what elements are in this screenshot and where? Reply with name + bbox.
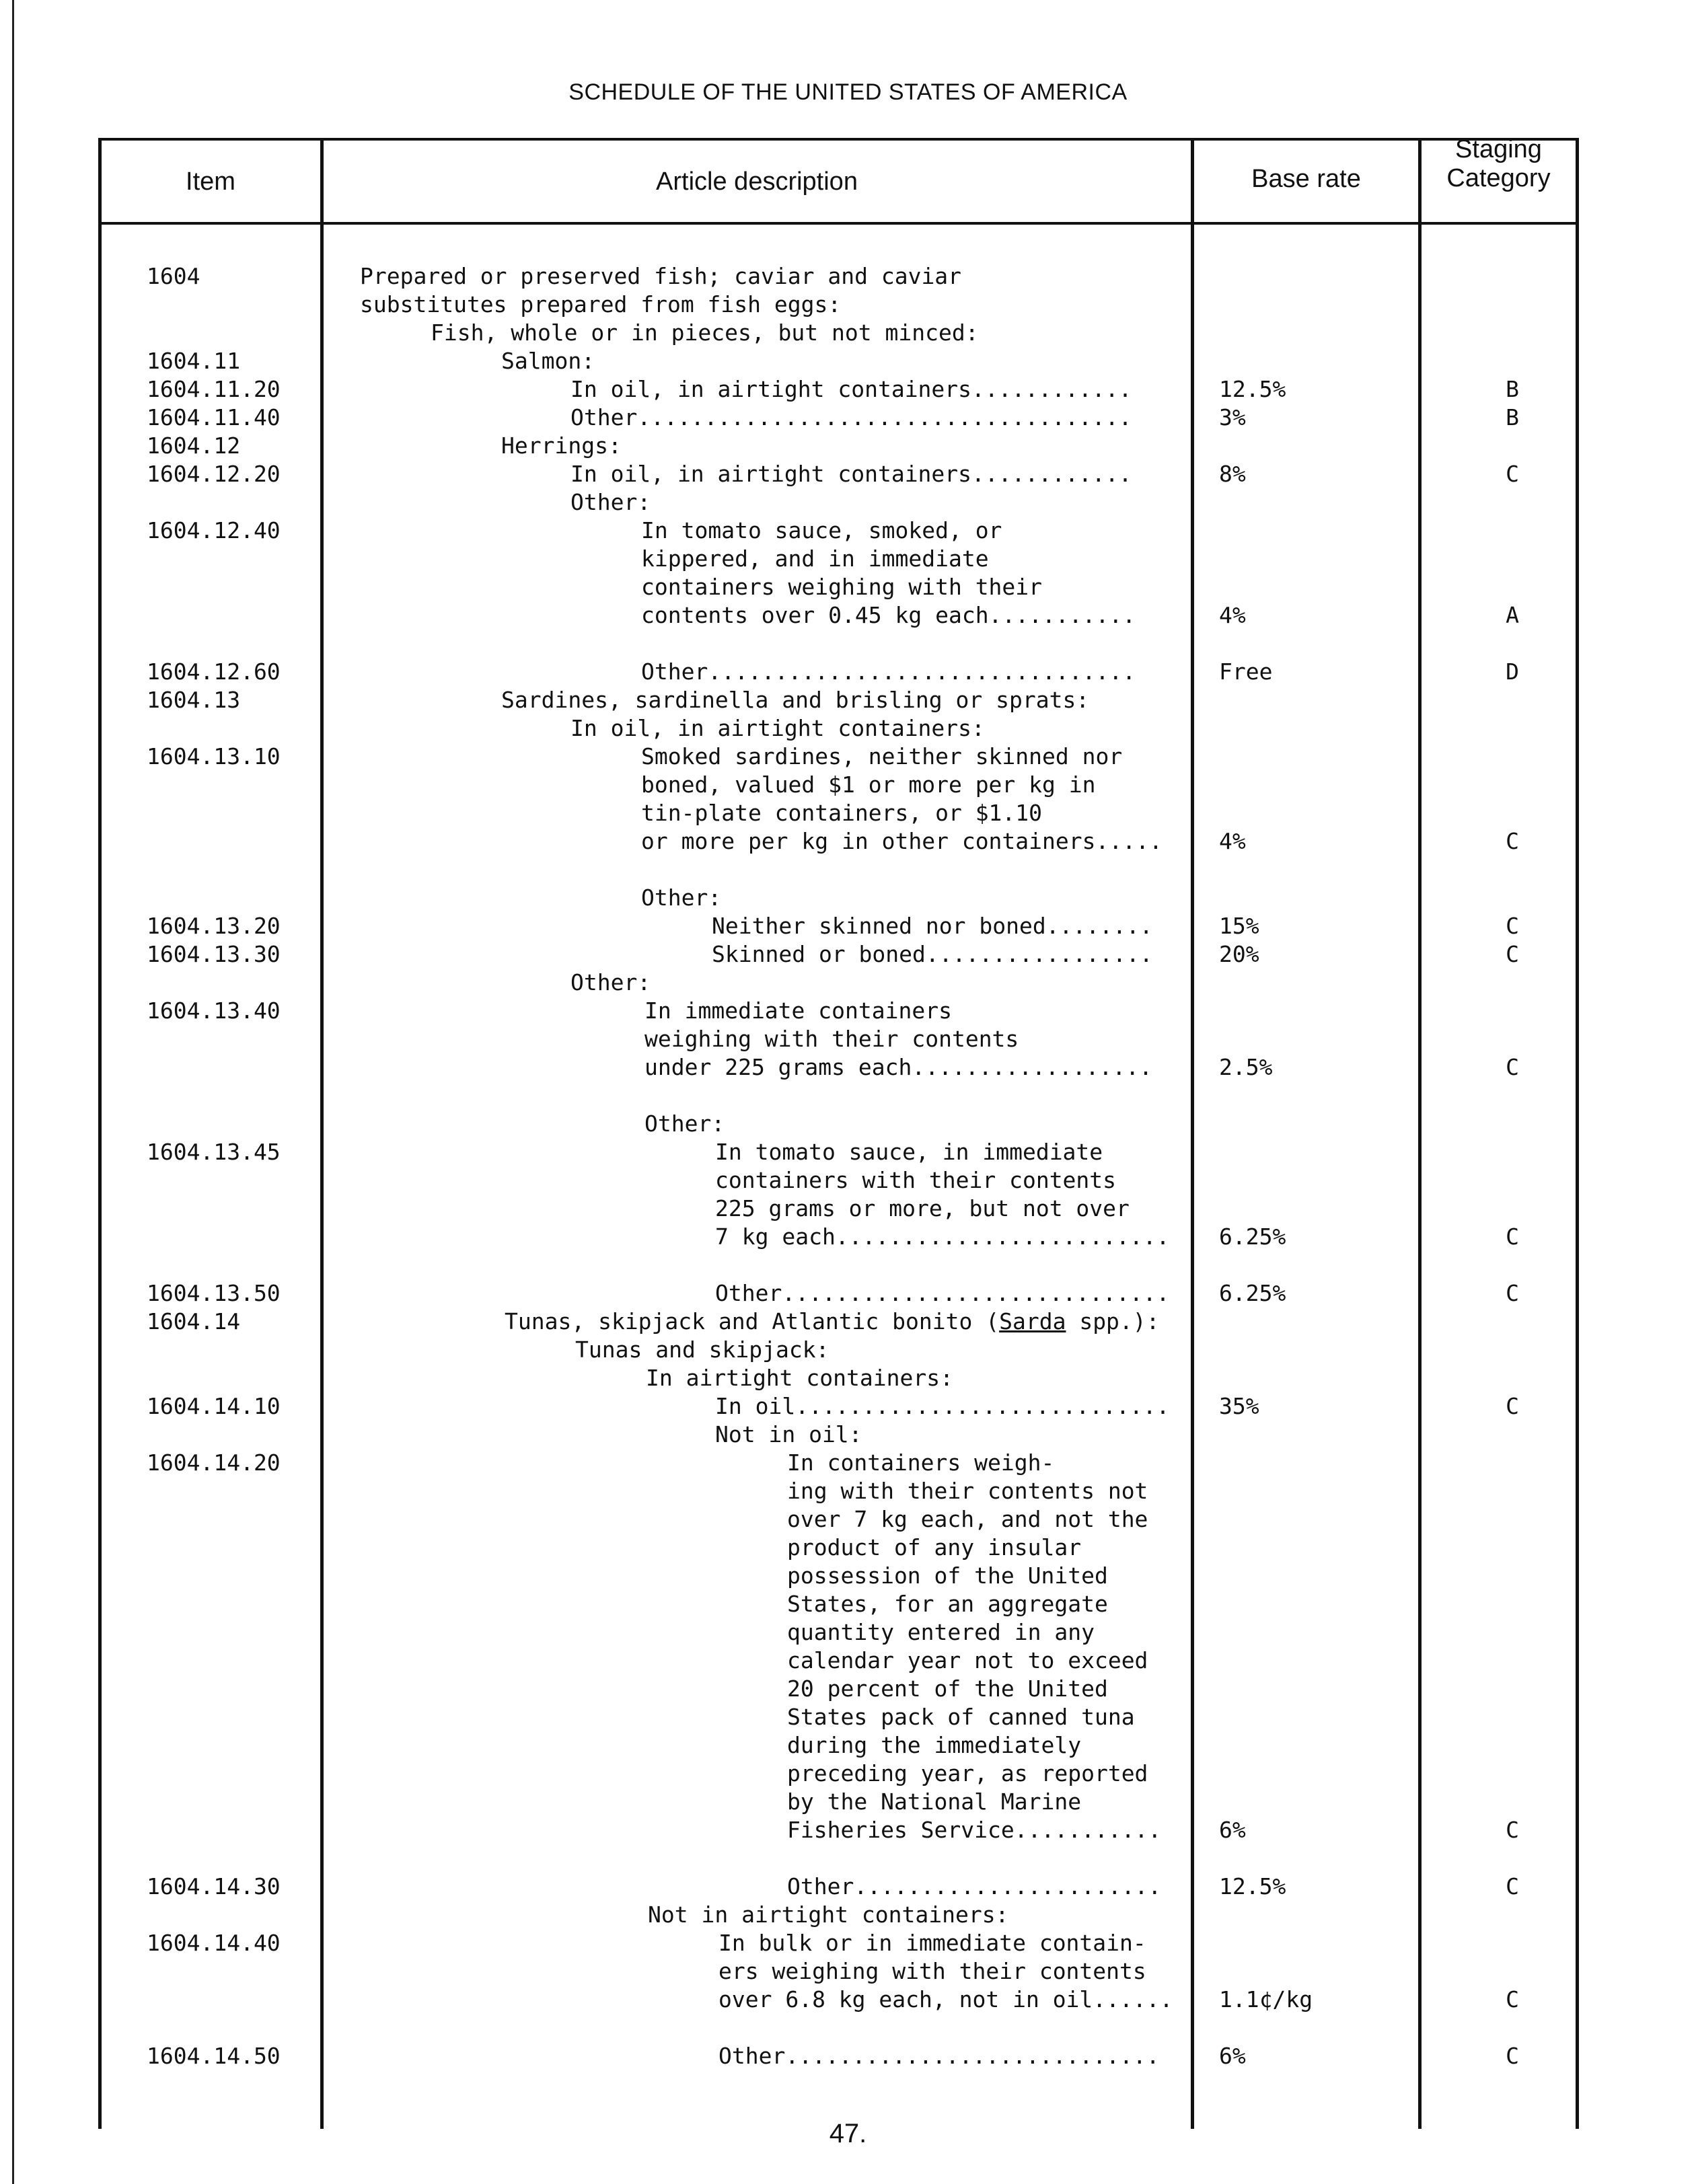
staging-category: C (1506, 1054, 1519, 1080)
article-description: In tomato sauce, in immediate (715, 1139, 1103, 1165)
article-description: possession of the United (787, 1562, 1108, 1589)
article-description: boned, valued $1 or more per kg in (641, 771, 1096, 798)
article-description: States, for an aggregate (787, 1591, 1108, 1617)
base-rate: 6% (1219, 1817, 1246, 1843)
item-code: 1604.11 (147, 348, 241, 374)
item-code: 1604 (147, 263, 200, 289)
item-code: 1604.14.30 (147, 1873, 281, 1899)
article-description: Tunas and skipjack: (575, 1336, 829, 1363)
article-description: Fish, whole or in pieces, but not minced: (431, 319, 979, 346)
item-code: 1604.11.20 (147, 376, 281, 402)
item-code: 1604.13.10 (147, 743, 281, 769)
item-code: 1604.13.30 (147, 941, 281, 967)
base-rate: 12.5% (1219, 1873, 1286, 1899)
column-divider-rate (1418, 138, 1422, 2129)
item-code: 1604.14.20 (147, 1449, 281, 1476)
staging-category: C (1506, 2043, 1519, 2069)
column-divider-item (320, 138, 324, 2129)
item-code: 1604.13.50 (147, 1280, 281, 1306)
column-divider-right (1576, 138, 1579, 2129)
article-description: In oil, in airtight containers............ (570, 461, 1132, 487)
article-description: during the immediately (787, 1732, 1082, 1758)
base-rate: 15% (1219, 913, 1259, 939)
article-description: or more per kg in other containers..... (641, 828, 1163, 854)
article-description: In oil............................ (715, 1393, 1170, 1419)
article-description: Other............................. (715, 1280, 1170, 1306)
genus-name-underlined: Sarda (999, 1308, 1066, 1334)
item-code: 1604.12.40 (147, 517, 281, 543)
article-description: weighing with their contents (644, 1026, 1019, 1052)
base-rate: Free (1219, 658, 1273, 685)
page-edge-line (12, 0, 14, 2184)
staging-category: C (1506, 461, 1519, 487)
article-description: Not in oil: (715, 1421, 862, 1447)
item-code: 1604.13.40 (147, 997, 281, 1024)
article-description: by the National Marine (787, 1788, 1082, 1815)
article-description: Other..................................... (570, 404, 1132, 430)
base-rate: 8% (1219, 461, 1246, 487)
article-description: Other: (641, 884, 722, 911)
article-description: 20 percent of the United (787, 1675, 1108, 1702)
article-description: substitutes prepared from fish eggs: (360, 291, 842, 317)
page-number: 47. (829, 2119, 867, 2148)
article-description: Smoked sardines, neither skinned nor (641, 743, 1123, 769)
staging-category: C (1506, 941, 1519, 967)
article-description: kippered, and in immediate (641, 545, 989, 572)
article-description: Other: (570, 969, 651, 995)
item-code: 1604.14.40 (147, 1930, 281, 1956)
column-divider-left (98, 138, 102, 2129)
article-description: over 7 kg each, and not the (787, 1506, 1148, 1532)
article-description: 7 kg each......................... (715, 1223, 1170, 1250)
item-code: 1604.14.10 (147, 1393, 281, 1419)
article-description: Other................................ (641, 658, 1136, 685)
header-item: Item (186, 167, 235, 196)
article-description: Other: (570, 489, 651, 515)
item-code: 1604.12.20 (147, 461, 281, 487)
article-description: In oil, in airtight containers............ (570, 376, 1132, 402)
item-code: 1604.13 (147, 687, 241, 713)
staging-category: B (1506, 376, 1519, 402)
article-description: under 225 grams each.................. (644, 1054, 1152, 1080)
staging-category: C (1506, 1986, 1519, 2012)
article-description: preceding year, as reported (787, 1760, 1148, 1786)
base-rate: 3% (1219, 404, 1246, 430)
article-description: In immediate containers (644, 997, 952, 1024)
staging-category: C (1506, 1393, 1519, 1419)
header-description: Article description (656, 167, 858, 196)
article-description: 225 grams or more, but not over (715, 1195, 1130, 1221)
base-rate: 6.25% (1219, 1280, 1286, 1306)
article-description: product of any insular (787, 1534, 1082, 1560)
header-base-rate: Base rate (1251, 165, 1361, 193)
staging-category: B (1506, 404, 1519, 430)
article-description: Skinned or boned................. (712, 941, 1153, 967)
staging-category: A (1506, 602, 1519, 628)
staging-category: C (1506, 913, 1519, 939)
article-description: Herrings: (501, 432, 622, 459)
item-code: 1604.11.40 (147, 404, 281, 430)
article-description: In tomato sauce, smoked, or (641, 517, 1002, 543)
article-description: Salmon: (501, 348, 595, 374)
article-description: Other: (644, 1110, 725, 1137)
item-code: 1604.12 (147, 432, 241, 459)
article-description: containers weighing with their (641, 574, 1043, 600)
article-description: Sardines, sardinella and brisling or sprats: (501, 687, 1090, 713)
staging-category: C (1506, 1817, 1519, 1843)
staging-category: C (1506, 1873, 1519, 1899)
article-description: Tunas, skipjack and Atlantic bonito (Sarda spp.): (505, 1308, 1160, 1334)
item-code: 1604.14.50 (147, 2043, 281, 2069)
article-description: Other............................ (718, 2043, 1160, 2069)
article-description: Prepared or preserved fish; caviar and caviar (360, 263, 962, 289)
article-description: In containers weigh- (787, 1449, 1055, 1476)
base-rate: 4% (1219, 602, 1246, 628)
base-rate: 1.1¢/kg (1219, 1986, 1313, 2012)
article-description: In oil, in airtight containers: (570, 715, 985, 741)
article-description: quantity entered in any (787, 1619, 1095, 1645)
base-rate: 12.5% (1219, 376, 1286, 402)
article-description: containers with their contents (715, 1167, 1117, 1193)
article-description: In bulk or in immediate contain- (718, 1930, 1146, 1956)
article-description: States pack of canned tuna (787, 1704, 1135, 1730)
item-code: 1604.13.45 (147, 1139, 281, 1165)
article-description: tin-plate containers, or $1.10 (641, 800, 1043, 826)
staging-category: C (1506, 1280, 1519, 1306)
article-description: calendar year not to exceed (787, 1647, 1148, 1673)
article-description: Not in airtight containers: (648, 1901, 1009, 1928)
article-description: Fisheries Service........... (787, 1817, 1162, 1843)
base-rate: 6.25% (1219, 1223, 1286, 1250)
base-rate: 35% (1219, 1393, 1259, 1419)
header-staging-line2: Category (1446, 164, 1551, 192)
base-rate: 6% (1219, 2043, 1246, 2069)
article-description: ing with their contents not (787, 1478, 1148, 1504)
item-code: 1604.13.20 (147, 913, 281, 939)
article-description: contents over 0.45 kg each........... (641, 602, 1136, 628)
column-divider-description (1191, 138, 1194, 2129)
staging-category: D (1506, 658, 1519, 685)
page-title: SCHEDULE OF THE UNITED STATES OF AMERICA (568, 79, 1128, 105)
article-description: In airtight containers: (646, 1365, 953, 1391)
article-description: over 6.8 kg each, not in oil...... (718, 1986, 1173, 2012)
item-code: 1604.14 (147, 1308, 241, 1334)
base-rate: 20% (1219, 941, 1259, 967)
article-description: Other....................... (787, 1873, 1162, 1899)
base-rate: 4% (1219, 828, 1246, 854)
article-description: ers weighing with their contents (718, 1958, 1146, 1984)
article-description: Neither skinned nor boned........ (712, 913, 1153, 939)
item-code: 1604.12.60 (147, 658, 281, 685)
base-rate: 2.5% (1219, 1054, 1273, 1080)
staging-category: C (1506, 828, 1519, 854)
staging-category: C (1506, 1223, 1519, 1250)
header-staging-line1: Staging (1455, 135, 1542, 163)
